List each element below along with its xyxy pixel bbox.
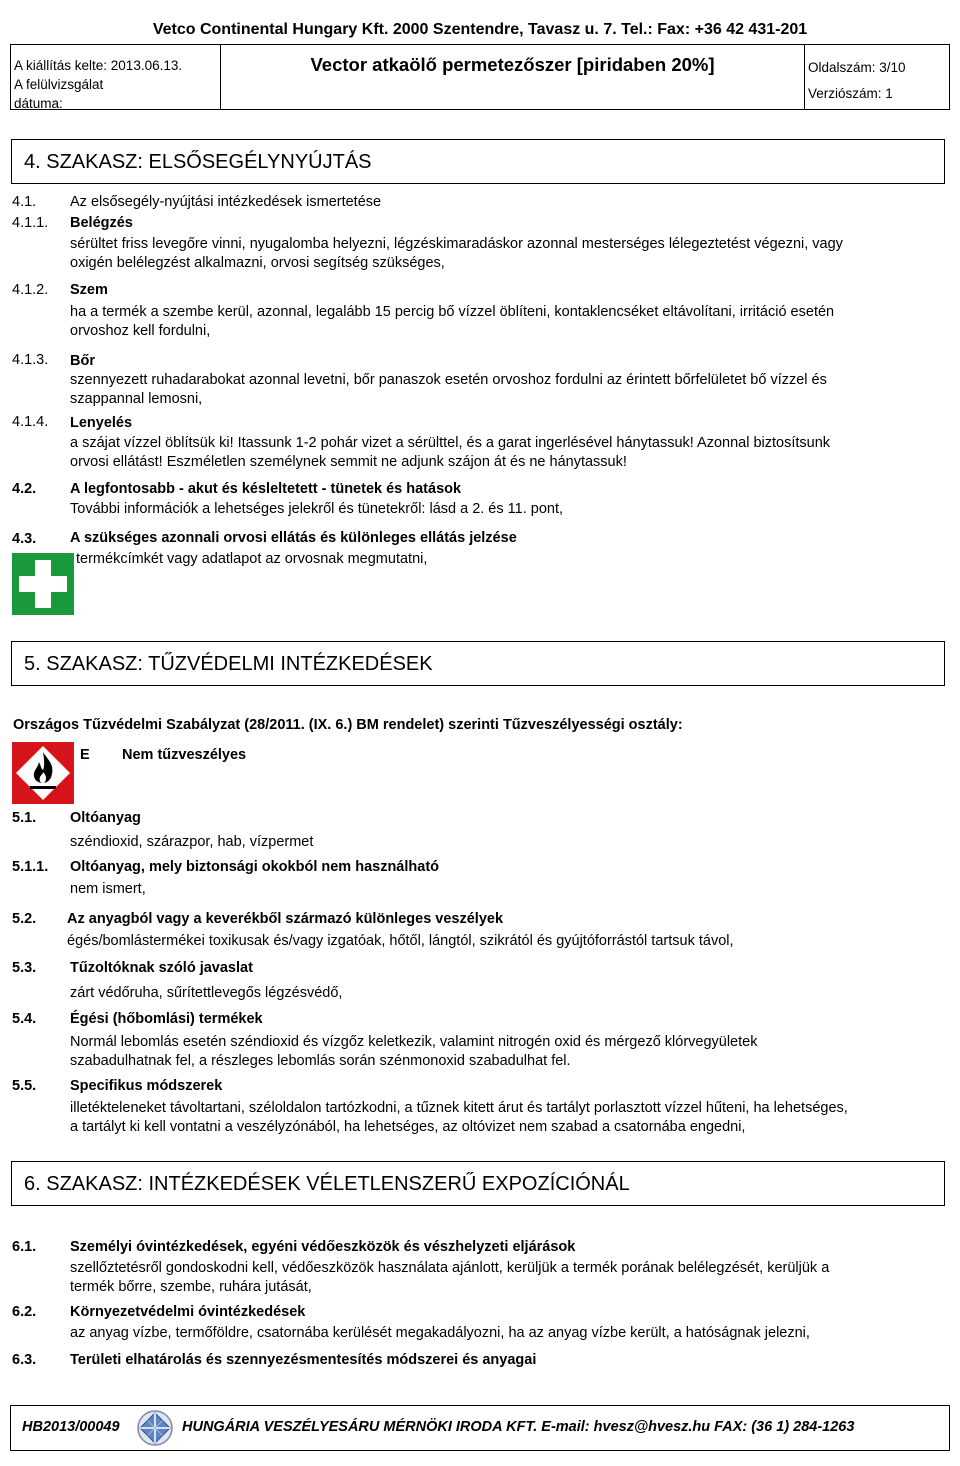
s412-text-2: orvoshoz kell fordulni, — [70, 323, 211, 339]
s62-title: Környezetvédelmi óvintézkedések — [70, 1304, 306, 1320]
section-5-title: 5. SZAKASZ: TŰZVÉDELMI INTÉZKEDÉSEK — [24, 653, 433, 675]
first-aid-cross-icon — [12, 553, 74, 615]
s55-number: 5.5. — [12, 1078, 37, 1094]
s43-number: 4.3. — [12, 531, 37, 547]
s412-number: 4.1.2. — [12, 282, 49, 298]
s414-number: 4.1.4. — [12, 414, 49, 430]
s412-text-1: ha a termék a szembe kerül, azonnal, legalább 15 percig bő vízzel öblíteni, kontaklencséket eltávolítani, irritáció esetén — [70, 304, 835, 320]
fire-class-heading: Országos Tűzvédelmi Szabályzat (28/2011. (IX. 6.) BM rendelet) szerinti Tűzveszélyességi osztály: — [13, 717, 683, 733]
s42-title: A legfontosabb - akut és késleltetett - tünetek és hatások — [70, 481, 462, 497]
s411-text-1: sérültet friss levegőre vinni, nyugalomba helyezni, légzéskimaradáskor azonnal mesterséges lélegeztetést végezni, vagy — [70, 236, 843, 252]
section-6-title: 6. SZAKASZ: INTÉZKEDÉSEK VÉLETLENSZERŰ EXPOZÍCIÓNÁL — [24, 1173, 630, 1195]
s43-text: termékcímkét vagy adatlapot az orvosnak megmutatni, — [76, 551, 428, 567]
company-line: Vetco Continental Hungary Kft. 2000 Szentendre, Tavasz u. 7. Tel.: Fax: +36 42 431-201 — [152, 21, 808, 38]
s52-text: égés/bomlástermékei toxikusak és/vagy izgatóak, hőtől, lángtól, szikrától és gyújtóforrástól tartsuk távol, — [67, 933, 734, 949]
s61-text-2: termék bőrre, szembe, ruhára jutását, — [70, 1279, 312, 1295]
s51-title: Oltóanyag — [70, 810, 141, 826]
s63-title: Területi elhatárolás és szennyezésmentesítés módszerei és anyagai — [70, 1352, 537, 1368]
flame-hazard-icon — [12, 742, 74, 804]
s55-text-1: illetékteleneket távoltartani, széloldalon tartózkodni, a tűznek kitett árut és tartályt porlasztott vízzel hűteni, ha lehetséges, — [70, 1100, 848, 1116]
section-4-header — [11, 139, 945, 184]
header-dates — [14, 56, 214, 113]
s411-text-2: oxigén belélegzést alkalmazni, orvosi segítség szükséges, — [70, 255, 445, 271]
s413-number: 4.1.3. — [12, 352, 49, 368]
s43-title: A szükséges azonnali orvosi ellátás és különleges ellátás jelzése — [70, 530, 517, 546]
s54-text-2: szabadulhatnak fel, a részleges lebomlás során szénmonoxid szabadulhat fel. — [70, 1053, 571, 1069]
s55-title: Specifikus módszerek — [70, 1078, 223, 1094]
s51-text: széndioxid, szárazpor, hab, vízpermet — [70, 834, 314, 850]
section-6-header — [11, 1161, 945, 1206]
issue-date: A kiállítás kelte: 2013.06.13. — [14, 58, 183, 73]
s61-number: 6.1. — [12, 1239, 37, 1255]
s61-title: Személyi óvintézkedések, egyéni védőeszközök és vészhelyzeti eljárások — [70, 1239, 576, 1255]
s413-title: Bőr — [70, 353, 95, 369]
s511-title: Oltóanyag, mely biztonsági okokból nem használható — [70, 859, 440, 875]
s53-title: Tűzoltóknak szóló javaslat — [70, 960, 253, 976]
s54-title: Égési (hőbomlási) termékek — [70, 1011, 263, 1027]
footer-doc-code: HB2013/00049 — [22, 1419, 120, 1435]
s511-text: nem ismert, — [70, 881, 146, 897]
s411-number: 4.1.1. — [12, 215, 49, 231]
s414-title: Lenyelés — [70, 415, 133, 431]
s54-number: 5.4. — [12, 1011, 37, 1027]
header-divider-left — [220, 44, 221, 110]
s414-text-1: a szájat vízzel öblítsük ki! Itassunk 1-2 pohár vizet a sérülttel, és a garat ingerlésével hánytassuk! Azonnal biztosítsunk — [70, 435, 831, 451]
s63-number: 6.3. — [12, 1352, 37, 1368]
header-divider-right — [804, 44, 805, 110]
company-logo-icon — [136, 1409, 174, 1447]
s511-number: 5.1.1. — [12, 859, 49, 875]
section-5-header — [11, 641, 945, 686]
product-title: Vector atkaölő permetezőszer [piridaben 20%] — [310, 54, 715, 75]
s54-text-1: Normál lebomlás esetén széndioxid és vízgőz keletkezik, valamint nitrogén oxid és mérgező klórvegyületek — [70, 1034, 758, 1050]
s413-text-2: szappannal lemosni, — [70, 391, 203, 407]
s42-text: További információk a lehetséges jelekről és tünetekről: lásd a 2. és 11. pont, — [70, 501, 564, 517]
review-label-2: dátuma: — [14, 96, 63, 111]
fire-class-text: Nem tűzveszélyes — [122, 747, 247, 763]
s53-number: 5.3. — [12, 960, 37, 976]
fire-class-letter: E — [80, 747, 90, 763]
s53-text: zárt védőruha, sűrítettlevegős légzésvédő, — [70, 985, 343, 1001]
s41-title: Az elsősegély-nyújtási intézkedések ismertetése — [70, 194, 382, 210]
s52-title: Az anyagból vagy a keverékből származó különleges veszélyek — [67, 911, 504, 927]
s62-number: 6.2. — [12, 1304, 37, 1320]
footer-issuer: HUNGÁRIA VESZÉLYESÁRU MÉRNÖKI IRODA KFT. E-mail: hvesz@hvesz.hu FAX: (36 1) 284-1263 — [182, 1419, 855, 1435]
s414-text-2: orvosi ellátást! Eszméletlen személynek semmit ne adjunk szájon át és ne hánytassuk! — [70, 454, 627, 470]
s62-text: az anyag vízbe, termőföldre, csatornába kerülését megakadályozni, ha az anyag vízbe került, a hatóságnak jelezni, — [70, 1325, 810, 1341]
s61-text-1: szellőztetésről gondoskodni kell, védőeszközök használata ajánlott, kerüljük a termék porának belélegzését, kerüljük a — [70, 1260, 830, 1276]
page-number: Oldalszám: 3/10 — [808, 60, 906, 75]
section-4-title: 4. SZAKASZ: ELSŐSEGÉLYNYÚJTÁS — [24, 151, 372, 173]
s42-number: 4.2. — [12, 481, 37, 497]
s55-text-2: a tartályt ki kell vontatni a veszélyzónából, ha lehetséges, az oltóvizet nem szabad a csatornába engedni, — [70, 1119, 746, 1135]
s413-text-1: szennyezett ruhadarabokat azonnal levetni, bőr panaszok esetén orvoshoz fordulni az érintett bőrfelületet bő vízzel és — [70, 372, 827, 388]
s412-title: Szem — [70, 282, 108, 298]
s41-number: 4.1. — [12, 194, 37, 210]
s411-title: Belégzés — [70, 215, 133, 231]
version-number: Verziószám: 1 — [808, 86, 893, 101]
header-page-info — [808, 55, 948, 107]
s51-number: 5.1. — [12, 810, 37, 826]
s52-number: 5.2. — [12, 911, 37, 927]
review-label-1: A felülvizsgálat — [14, 77, 104, 92]
